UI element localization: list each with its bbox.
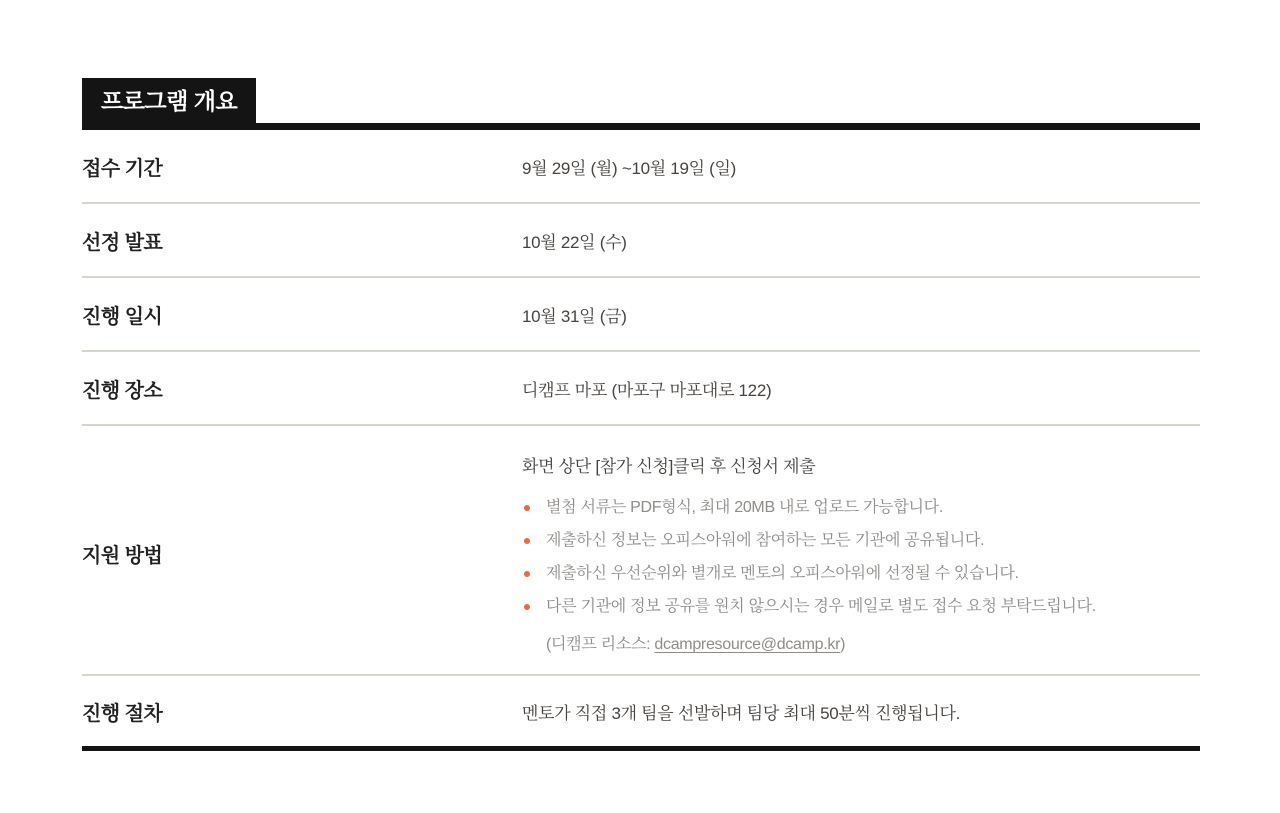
email-link[interactable]: dcampresource@dcamp.kr — [654, 636, 841, 654]
bullet-text: 다른 기관에 정보 공유를 원치 않으시는 경우 메일로 별도 접수 요청 부탁드립니다. — [546, 598, 1096, 616]
note-prefix: (디캠프 리소스: — [546, 636, 655, 654]
bullet-text: 제출하신 정보는 오피스아워에 참여하는 모든 기관에 공유됩니다. — [546, 532, 985, 550]
bullet-dot-icon — [524, 571, 530, 577]
bullet-text: 별첨 서류는 PDF형식, 최대 20MB 내로 업로드 가능합니다. — [546, 499, 943, 517]
bullet-text: 제출하신 우선순위와 별개로 멘토의 오피스아워에 선정될 수 있습니다. — [546, 565, 1019, 583]
row-selection-announcement — [82, 204, 1200, 278]
row-process — [82, 676, 1200, 751]
bullet-dot-icon — [524, 538, 530, 544]
list-item — [522, 499, 1200, 517]
row-label: 선정 발표 — [82, 231, 163, 254]
row-value: 10월 31일 (금) — [522, 306, 627, 326]
list-item — [522, 532, 1200, 550]
row-value: 디캠프 마포 (마포구 마포대로 122) — [522, 380, 772, 400]
bullet-dot-icon — [524, 604, 530, 610]
apply-headline: 화면 상단 [참가 신청]클릭 후 신청서 제출 — [522, 457, 816, 477]
row-event-location — [82, 352, 1200, 426]
bullet-dot-icon — [524, 505, 530, 511]
row-label: 진행 절차 — [82, 702, 163, 725]
row-apply-method — [82, 426, 1200, 676]
note-suffix: ) — [840, 636, 846, 654]
list-item — [522, 565, 1200, 583]
row-label: 진행 일시 — [82, 305, 163, 328]
row-label: 접수 기간 — [82, 157, 163, 180]
program-info-table — [82, 130, 1200, 751]
program-overview-section — [82, 0, 1200, 751]
row-label: 진행 장소 — [82, 379, 163, 402]
row-reception-period — [82, 130, 1200, 204]
apply-bullet-list — [522, 499, 1200, 616]
row-value: 멘토가 직접 3개 팀을 선발하며 팀당 최대 50분씩 진행됩니다. — [522, 703, 961, 723]
apply-note — [522, 631, 1200, 654]
section-title: 프로그램 개요 — [82, 78, 256, 123]
row-value: 9월 29일 (월) ~10월 19일 (일) — [522, 158, 737, 178]
apply-method-content — [522, 452, 1200, 654]
row-label: 지원 방법 — [82, 544, 163, 567]
row-value: 10월 22일 (수) — [522, 232, 627, 252]
list-item — [522, 598, 1200, 616]
row-event-date — [82, 278, 1200, 352]
section-header — [82, 78, 1200, 130]
